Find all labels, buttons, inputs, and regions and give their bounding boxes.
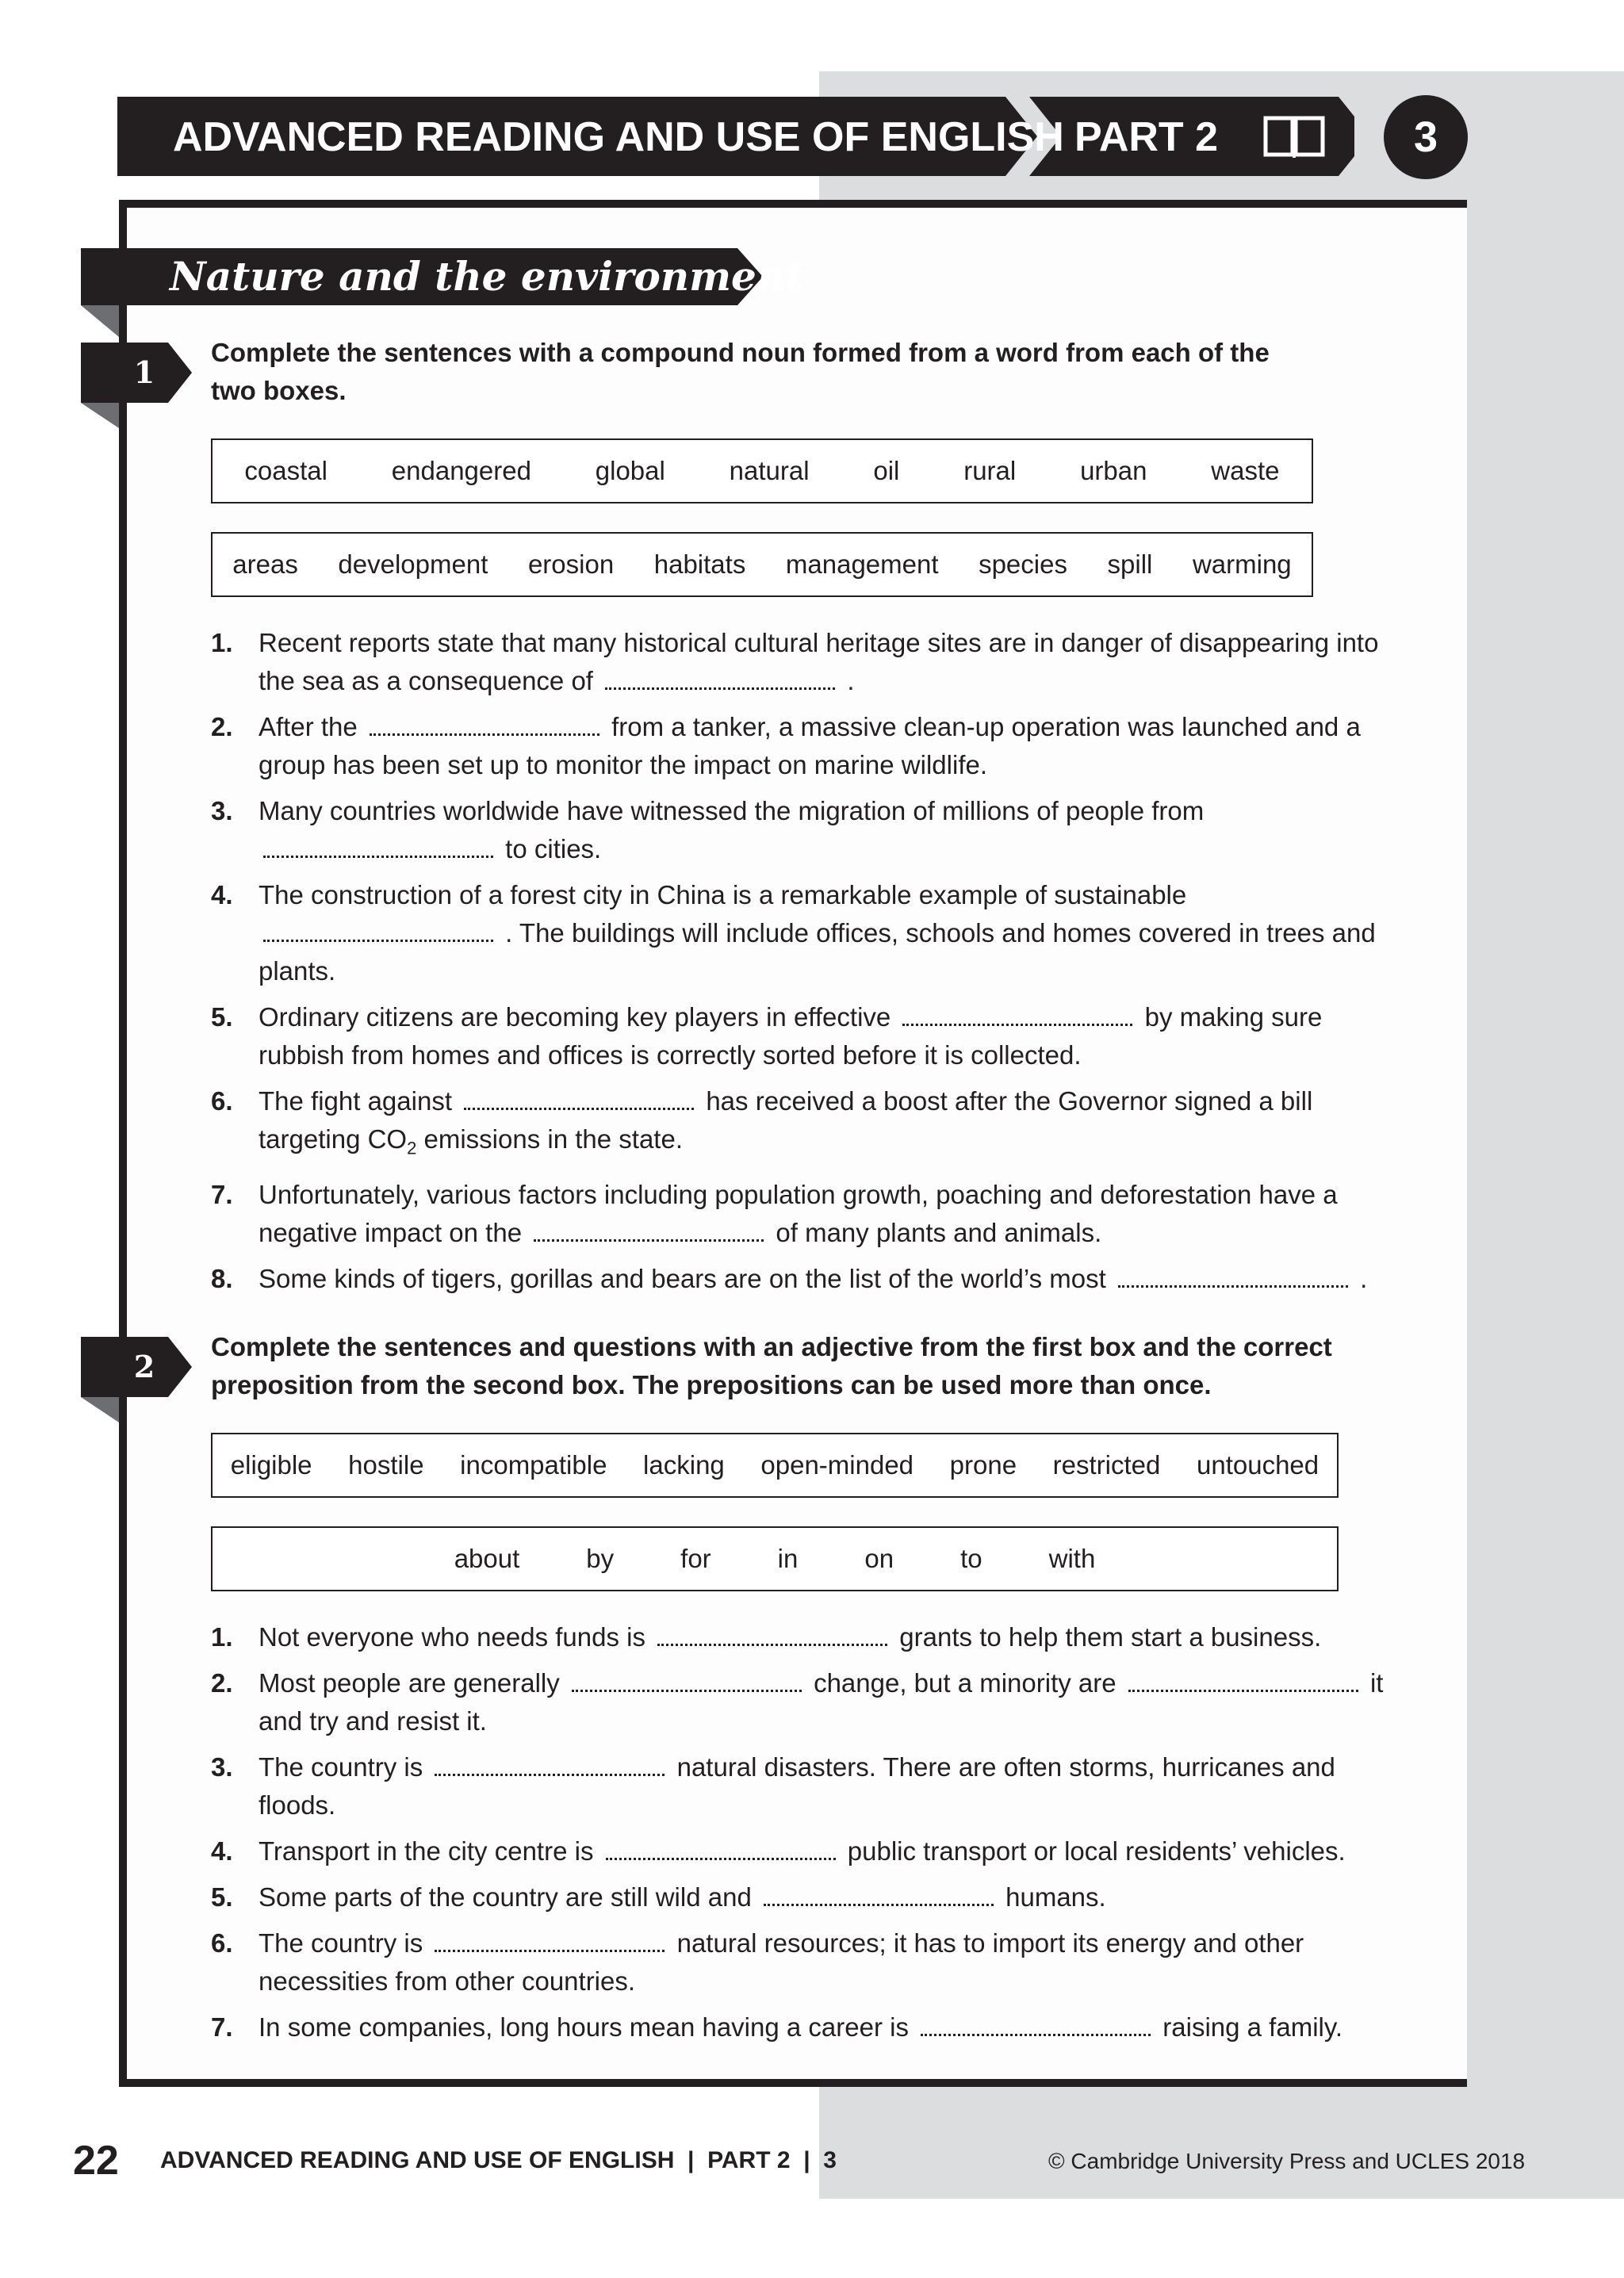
exercise-2-instruction: Complete the sentences and questions with an adjective from the first box and the correct preposition from the second box. The prepositions can be used more than once. <box>211 1332 1332 1399</box>
answer-blank[interactable] <box>605 665 835 690</box>
answer-blank[interactable] <box>534 1217 764 1242</box>
word-box-word: species <box>979 549 1067 579</box>
word-box-word: spill <box>1107 549 1153 579</box>
exercise-item: 6. The fight against has received a boost after the Governor signed a bill targeting $CO_2$ emissions in the state. <box>211 1082 1385 1168</box>
exercise-item: 3. Many countries worldwide have witnessed the migration of millions of people from to cities. <box>211 792 1385 868</box>
exercise-item: 2. Most people are generally change, but a minority are it and try and resist it. <box>211 1664 1385 1740</box>
item-number: 2. <box>211 712 233 741</box>
running-footer: ADVANCED READING AND USE OF ENGLISH | PART 2 | 3 <box>160 2147 837 2173</box>
answer-blank[interactable] <box>435 1752 665 1776</box>
word-box-word: habitats <box>653 549 746 579</box>
item-number: 1. <box>211 1622 233 1652</box>
word-box-word: development <box>338 549 488 579</box>
exercise-1-items <box>211 624 1385 1306</box>
word-box-word: in <box>777 1544 799 1573</box>
item-number: 8. <box>211 1263 233 1293</box>
word-box-word: warming <box>1192 549 1292 579</box>
answer-blank[interactable] <box>921 2012 1151 2036</box>
exercise-2-word-box-2 <box>211 1526 1339 1591</box>
item-number: 3. <box>211 1752 233 1782</box>
item-number: 5. <box>211 1002 233 1032</box>
section-title: Nature and the environment <box>170 253 804 300</box>
word-box-word: coastal <box>244 456 327 485</box>
word-box-word: erosion <box>527 549 615 579</box>
item-number: 7. <box>211 1179 233 1209</box>
word-box-word: lacking <box>643 1450 725 1480</box>
word-box-word: waste <box>1211 456 1280 485</box>
banner-fold <box>81 305 119 337</box>
word-box-word: areas <box>232 549 298 579</box>
exercise-2-items <box>211 1618 1385 2054</box>
exercise-2-word-box-1 <box>211 1433 1339 1498</box>
word-box-word: to <box>960 1544 982 1573</box>
item-number: 4. <box>211 880 233 909</box>
word-box-word: about <box>454 1544 520 1573</box>
word-box-word: urban <box>1080 456 1147 485</box>
item-number: 6. <box>211 1928 233 1958</box>
answer-blank[interactable] <box>606 1836 836 1860</box>
item-number: 7. <box>211 2012 233 2042</box>
item-number: 2. <box>211 1668 233 1698</box>
item-number: 6. <box>211 1086 233 1116</box>
open-book-icon <box>1262 115 1326 159</box>
exercise-1-instruction: Complete the sentences with a compound noun formed from a word from each of the two boxes. <box>211 338 1270 405</box>
exercise-item: 3. The country is natural disasters. There are often storms, hurricanes and floods. <box>211 1748 1385 1824</box>
answer-blank[interactable] <box>572 1667 802 1692</box>
word-box-word: natural <box>729 456 810 485</box>
word-box-word: hostile <box>348 1450 424 1480</box>
item-number: 4. <box>211 1836 233 1866</box>
exercise-item: 1. Recent reports state that many historical cultural heritage sites are in danger of disappearing into the sea as a consequence of . <box>211 624 1385 700</box>
word-box-word: on <box>864 1544 894 1573</box>
answer-blank[interactable] <box>1118 1263 1348 1288</box>
word-box-word: untouched <box>1196 1450 1320 1480</box>
exercise-item: 4. The construction of a forest city in China is a remarkable example of sustainable . The buildings will include offices, schools and homes covered in trees and plants. <box>211 876 1385 990</box>
word-box-word: eligible <box>230 1450 312 1480</box>
word-box-word: rural <box>963 456 1017 485</box>
answer-blank[interactable] <box>657 1621 887 1646</box>
answer-blank[interactable] <box>1128 1667 1358 1692</box>
word-box-word: oil <box>873 456 900 485</box>
item-number: 1. <box>211 628 233 657</box>
word-box-word: prone <box>949 1450 1017 1480</box>
answer-blank[interactable] <box>764 1882 994 1906</box>
answer-blank[interactable] <box>435 1928 665 1952</box>
page-number: 22 <box>73 2138 119 2184</box>
exercise-1-number: 1 <box>133 354 155 390</box>
exercise-item: 4. Transport in the city centre is public transport or local residents’ vehicles. <box>211 1832 1385 1870</box>
copyright-notice: © Cambridge University Press and UCLES 2018 <box>1048 2149 1526 2173</box>
header-title: ADVANCED READING AND USE OF ENGLISH <box>173 114 1064 160</box>
word-box-word: restricted <box>1052 1450 1161 1480</box>
exercise-item: 2. After the from a tanker, a massive clean-up operation was launched and a group has been set up to monitor the impact on marine wildlife. <box>211 708 1385 784</box>
exercise-1-word-box-1 <box>211 438 1313 503</box>
answer-blank[interactable] <box>263 917 493 942</box>
exercise-item: 6. The country is natural resources; it has to import its energy and other necessities from other countries. <box>211 1924 1385 2000</box>
exercise-item: 7. Unfortunately, various factors including population growth, poaching and deforestation have a negative impact on the of many plants and animals. <box>211 1176 1385 1252</box>
exercise-1-word-box-2 <box>211 532 1313 597</box>
word-box-word: by <box>586 1544 615 1573</box>
answer-blank[interactable] <box>464 1085 694 1110</box>
exercise-item: 1. Not everyone who needs funds is grants to help them start a business. <box>211 1618 1385 1656</box>
item-number: 5. <box>211 1882 233 1912</box>
exercise-item: 8. Some kinds of tigers, gorillas and bears are on the list of the world’s most . <box>211 1260 1385 1298</box>
header-part: PART 2 <box>1074 114 1219 160</box>
word-box-word: with <box>1048 1544 1096 1573</box>
word-box-word: management <box>785 549 939 579</box>
answer-blank[interactable] <box>370 711 599 736</box>
exercise-2-number: 2 <box>133 1349 155 1384</box>
answer-blank[interactable] <box>263 833 493 858</box>
exercise-item: 7. In some companies, long hours mean having a career is raising a family. <box>211 2008 1385 2046</box>
exercise-item: 5. Ordinary citizens are becoming key players in effective by making sure rubbish from homes and offices is correctly sorted before it is collected. <box>211 998 1385 1074</box>
exercise-item: 5. Some parts of the country are still wild and humans. <box>211 1878 1385 1916</box>
item-number: 3. <box>211 796 233 825</box>
word-box-word: open-minded <box>760 1450 914 1480</box>
word-box-word: global <box>595 456 665 485</box>
word-box-word: incompatible <box>460 1450 607 1480</box>
word-box-word: endangered <box>391 456 531 485</box>
word-box-word: for <box>680 1544 711 1573</box>
unit-number-badge: 3 <box>1384 95 1468 179</box>
answer-blank[interactable] <box>902 1001 1132 1026</box>
